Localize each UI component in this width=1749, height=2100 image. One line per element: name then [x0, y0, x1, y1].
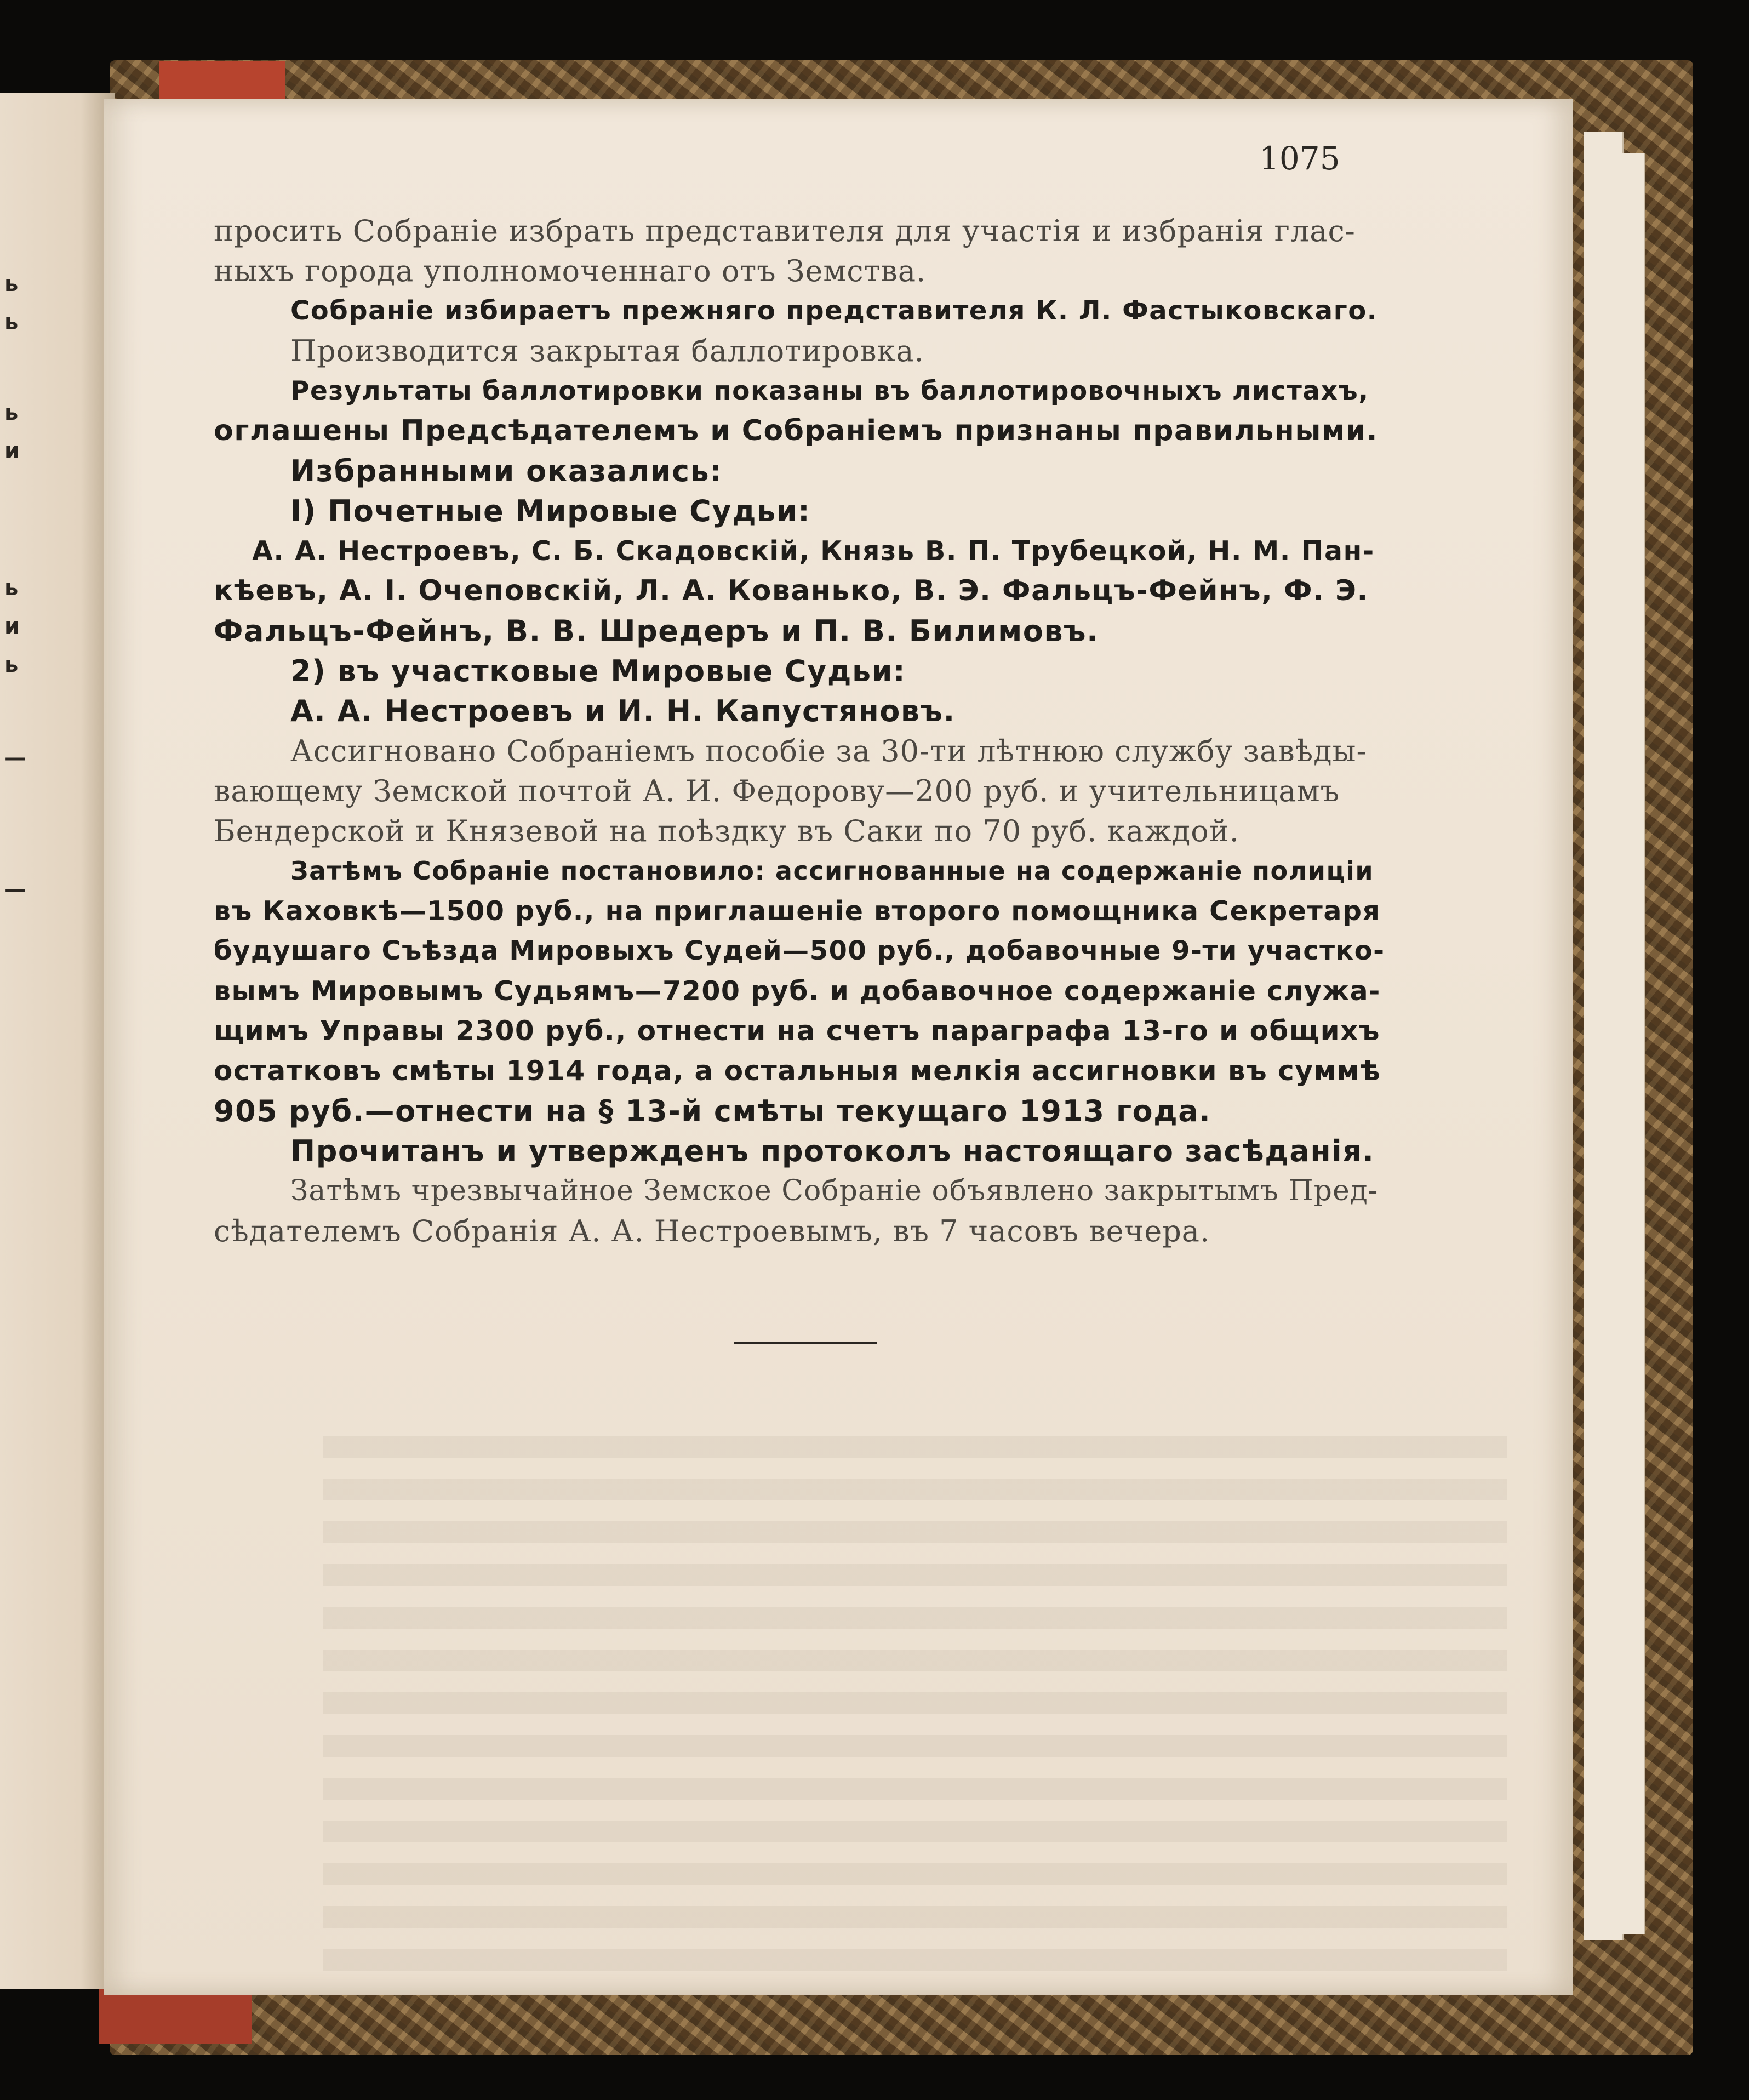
body-line: 2) въ участковые Мировые Судьи:: [290, 654, 906, 688]
body-line: кѣевъ, А. І. Очеповскій, Л. А. Кованько, В. Э. Фальцъ-Фейнъ, Ф. Э.: [214, 574, 1369, 607]
body-line: 905 руб.—отнести на § 13-й смѣты текущаго 1913 года.: [214, 1094, 1211, 1128]
body-line: Ассигновано Собраніемъ пособіе за 30-ти лѣтнюю службу завѣды-: [290, 734, 1367, 768]
body-line: І) Почетные Мировые Судьи:: [290, 494, 811, 528]
body-line: просить Собраніе избрать представителя для участія и избранія глас-: [214, 214, 1356, 248]
body-line: Затѣмъ чрезвычайное Земское Собраніе объявлено закрытымъ Пред-: [290, 1174, 1379, 1207]
body-line: Прочитанъ и утвержденъ протоколъ настоящаго засѣданія.: [290, 1134, 1375, 1168]
page-number: 1075: [1259, 140, 1340, 177]
left-page-glyph: ь: [4, 575, 19, 601]
body-line: А. А. Нестроевъ и И. Н. Капустяновъ.: [290, 694, 956, 728]
body-line: щимъ Управы 2300 руб., отнести на счетъ параграфа 13-го и общихъ: [214, 1015, 1380, 1047]
body-line: Фальцъ-Фейнъ, В. В. Шредеръ и П. В. Билимовъ.: [214, 614, 1099, 648]
body-line: будушаго Съѣзда Мировыхъ Судей—500 руб., добавочные 9-ти участко-: [214, 935, 1385, 966]
page-body: [214, 211, 1386, 1251]
left-page-edge: [0, 93, 115, 1989]
left-page-glyph: и: [4, 438, 20, 464]
left-page-glyph: ь: [4, 271, 19, 296]
left-page-glyph: —: [4, 877, 26, 902]
left-page-glyph: ь: [4, 400, 19, 425]
left-page-glyph: ь: [4, 652, 19, 677]
body-line: Производится закрытая баллотировка.: [290, 334, 924, 368]
page-edge: [1611, 153, 1645, 1934]
body-line: Избранными оказались:: [290, 454, 723, 488]
body-line: Затѣмъ Собраніе постановило: ассигнованные на содержаніе полиціи: [290, 856, 1374, 886]
body-line: вающему Земской почтой А. И. Федорову—200 руб. и учительницамъ: [214, 774, 1340, 808]
body-line: сѣдателемъ Собранія А. А. Нестроевымъ, въ 7 часовъ вечера.: [214, 1214, 1210, 1248]
body-line: Результаты баллотировки показаны въ баллотировочныхъ листахъ,: [290, 376, 1369, 406]
body-line: А. А. Нестроевъ, С. Б. Скадовскій, Князь В. П. Трубецкой, Н. М. Пан-: [252, 535, 1375, 567]
body-line: вымъ Мировымъ Судьямъ—7200 руб. и добавочное содержаніе служа-: [214, 975, 1381, 1007]
body-line: въ Каховкѣ—1500 руб., на приглашеніе второго помощника Секретаря: [214, 895, 1381, 927]
body-line: оглашены Предсѣдателемъ и Собраніемъ признаны правильными.: [214, 414, 1379, 447]
body-line: ныхъ города уполномоченнаго отъ Земства.: [214, 254, 927, 288]
body-line: Собраніе избираетъ прежняго представителя К. Л. Фастыковскаго.: [290, 295, 1378, 326]
body-line: остатковъ смѣты 1914 года, а остальныя мелкія ассигновки въ суммѣ: [214, 1055, 1381, 1087]
left-page-glyph: —: [4, 745, 26, 771]
left-page-glyph: и: [4, 614, 20, 639]
show-through-text: [323, 1436, 1507, 1984]
section-divider: [734, 1342, 877, 1344]
body-line: Бендерской и Князевой на поѣздку въ Саки по 70 руб. каждой.: [214, 814, 1239, 848]
left-page-glyph: ь: [4, 310, 19, 335]
